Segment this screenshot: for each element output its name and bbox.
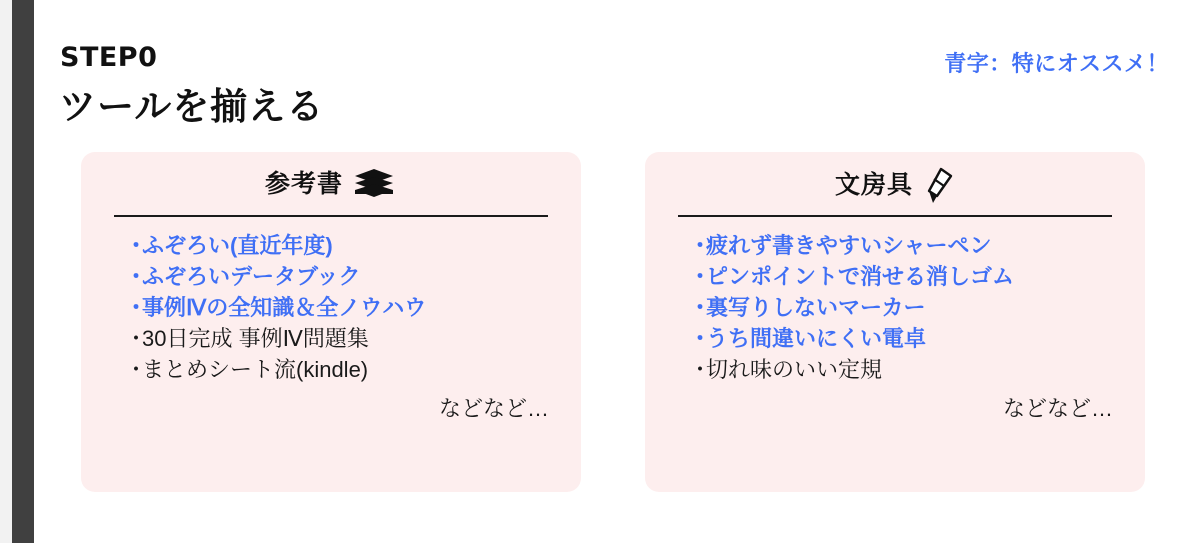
bullet-icon: ・	[689, 233, 712, 258]
list-item	[689, 261, 1125, 292]
step-label: STEP0	[60, 42, 158, 73]
list-item-label: 疲れず書きやすいシャーペン	[706, 233, 992, 258]
bullet-icon: ・	[125, 326, 148, 351]
list-item-label: 事例Ⅳの全知識＆全ノウハウ	[142, 295, 427, 320]
bullet-icon: ・	[689, 357, 712, 382]
card-divider	[114, 215, 548, 217]
list-reference-books	[125, 230, 561, 385]
slide-content	[34, 0, 1200, 543]
bullet-icon: ・	[125, 295, 148, 320]
list-item	[689, 292, 1125, 323]
list-item	[125, 261, 561, 292]
legend-note: 青字：特にオススメ！	[944, 51, 1169, 76]
marker-pen-icon	[921, 167, 955, 205]
card-footnote: などなど…	[438, 396, 549, 421]
list-item-label: ピンポイントで消せる消しゴム	[706, 264, 1015, 289]
left-edge-bar-light	[0, 0, 12, 543]
list-item-label: ふぞろい(直近年度)	[142, 233, 333, 258]
books-icon	[351, 166, 397, 202]
card-reference-books	[81, 152, 581, 492]
page-title: ツールを揃える	[59, 86, 325, 127]
list-item-label: うち間違いにくい電卓	[706, 326, 927, 351]
card-stationery	[645, 152, 1145, 492]
bullet-icon: ・	[689, 295, 712, 320]
card-header	[645, 152, 1145, 214]
list-item	[125, 323, 561, 354]
list-item-label: まとめシート流(kindle)	[142, 357, 369, 382]
list-item-label: 30日完成 事例Ⅳ問題集	[142, 326, 369, 351]
list-item-label: 裏写りしないマーカー	[706, 295, 926, 320]
list-item	[125, 230, 561, 261]
list-item	[689, 354, 1125, 385]
card-header	[81, 152, 581, 214]
list-item-label: ふぞろいデータブック	[142, 264, 361, 289]
card-footnote: などなど…	[1002, 396, 1113, 421]
card-divider	[678, 215, 1112, 217]
list-stationery	[689, 230, 1125, 385]
list-item	[689, 230, 1125, 261]
bullet-icon: ・	[689, 326, 712, 351]
bullet-icon: ・	[125, 357, 148, 382]
bullet-icon: ・	[689, 264, 712, 289]
bullet-icon: ・	[125, 264, 148, 289]
card-title: 参考書	[264, 170, 343, 198]
list-item	[125, 354, 561, 385]
list-item	[125, 292, 561, 323]
bullet-icon: ・	[125, 233, 148, 258]
card-title: 文房具	[834, 171, 913, 199]
left-edge-bar-dark	[12, 0, 34, 543]
list-item-label: 切れ味のいい定規	[706, 357, 883, 382]
list-item	[689, 323, 1125, 354]
